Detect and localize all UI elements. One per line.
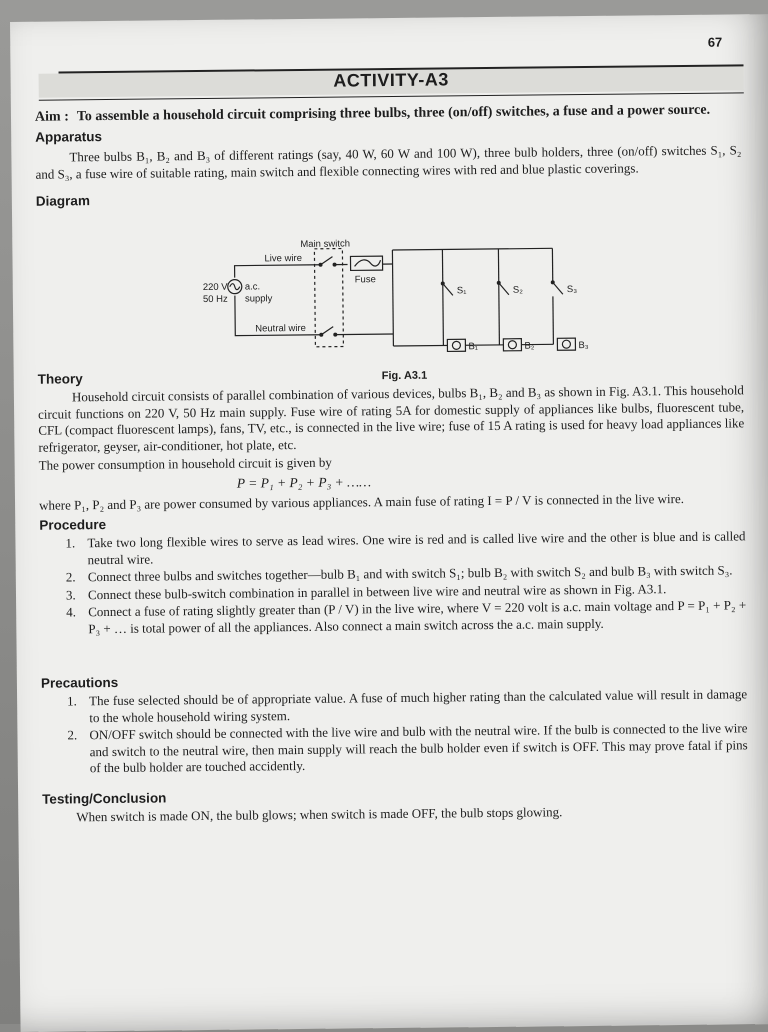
precaution-item xyxy=(61,720,747,777)
voltage-label: 220 V xyxy=(203,282,229,293)
left-bus xyxy=(392,250,393,346)
precautions-heading: Precautions xyxy=(41,675,118,691)
frequency-label: 50 Hz xyxy=(203,294,228,305)
circuit-diagram xyxy=(202,234,594,388)
step-text: Take two long flexible wires to serve as lead wires. One wire is red and is called live wire and the other is blue and is called neutral wire. xyxy=(87,528,745,566)
switch-s2-label: S₂ xyxy=(513,285,523,296)
apparatus-heading: Apparatus xyxy=(35,129,102,145)
switch-s3-blade xyxy=(553,282,563,294)
bulb-b2-label: B₂ xyxy=(524,341,534,352)
aim-label: Aim : xyxy=(35,109,69,124)
diagram-heading: Diagram xyxy=(36,193,90,209)
procedure-step xyxy=(60,597,746,637)
switch-s1-blade xyxy=(443,283,453,295)
fuse-label: Fuse xyxy=(355,274,376,285)
apparatus-text: Three bulbs B₁, B₂ and B₃ of different ratings (say, 40 W, 60 W and 100 W), three bulb holders, three (on/off) switches S₁, S₂ and S₃, a fuse wire of suitable rating, main switch and flexible connecting wires with red and blue plastic coverings. xyxy=(35,142,741,182)
testing-text: When switch is made ON, the bulb glows; when switch is made OFF, the bulb stops glowing. xyxy=(76,802,746,826)
title-band xyxy=(38,58,743,103)
fuse-element xyxy=(355,260,381,267)
precaution-text: ON/OFF switch should be connected with the live wire and bulb with the neutral wire. If the bulb is connected to the live wire and switch to the neutral wire, then main supply will reach the bulb holder even if switch is OFF. This may prove fatal if pins of the bulb holder are touched accidently. xyxy=(89,720,747,775)
step-number: 3. xyxy=(66,587,76,604)
switch-s2-blade xyxy=(499,283,509,295)
activity-title: ACTIVITY-A3 xyxy=(39,66,744,94)
step-text: Connect a fuse of rating slightly greater than (P / V) in the live wire, where V = 220 volt is a.c. main voltage and P = P₁ + P₂ + P₃ + … is total power of all the appliances. Also connect a main switch across the a.c. main supply. xyxy=(88,597,746,635)
page-number: 67 xyxy=(708,35,723,50)
mid-bus-1 xyxy=(442,249,443,345)
step-number: 1. xyxy=(65,535,75,552)
bulb-b1-label: B₁ xyxy=(468,341,478,352)
mid-bus-2 xyxy=(498,249,499,345)
power-intro-text: The power consumption in household circuit is given by xyxy=(39,450,745,474)
precautions-list xyxy=(61,686,748,778)
live-wire-line xyxy=(235,265,321,278)
theory-text: Household circuit consists of parallel combination of various devices, bulbs B₁, B₂ and B₃ as shown in Fig. A3.1. This household circuit functions on 220 V, 50 Hz main supply. Fuse wire of rating 5A for domestic supply of appliances like bulbs, fluorescent tube, CFL (compact fluorescent lamps), fans, TV, etc., is connected in the live wire; fuse of 15 A rating is used for heavy load appliances like refrigerator, geyser, air-conditioner, hot plate, etc. xyxy=(38,382,745,455)
main-switch-live-contact-2 xyxy=(333,263,337,267)
precaution-number: 2. xyxy=(67,727,77,744)
supply-label: supply xyxy=(245,293,273,304)
aim-text: To assemble a household circuit comprising three bulbs, three (on/off) switches, a fuse and a power source. xyxy=(77,103,710,125)
circuit-diagram-svg xyxy=(202,234,594,388)
switch-s3-label: S₃ xyxy=(567,284,577,295)
bulb-b3-label: B₃ xyxy=(578,340,588,351)
precaution-number: 1. xyxy=(67,693,77,710)
step-text: Connect these bulb-switch combination in parallel in between live wire and neutral wire as shown in Fig. A3.1. xyxy=(88,581,667,602)
where-text: where P₁, P₂ and P₃ are power consumed by various appliances. A main fuse of rating I = P / V is connected in the live wire. xyxy=(39,490,745,514)
main-switch-live-blade xyxy=(320,257,332,265)
aim-line xyxy=(35,102,735,125)
step-number: 2. xyxy=(66,569,76,586)
live-wire-label: Live wire xyxy=(264,253,302,264)
procedure-list xyxy=(59,528,746,638)
book-page xyxy=(10,14,768,1032)
testing-heading: Testing/Conclusion xyxy=(42,790,166,806)
main-switch-box xyxy=(314,249,343,347)
neutral-wire-label: Neutral wire xyxy=(255,323,306,335)
precaution-text: The fuse selected should be of appropriate value. A fuse of much higher rating than the calculated value will result in damage to the whole household wiring system. xyxy=(89,686,747,724)
procedure-heading: Procedure xyxy=(39,517,106,533)
step-number: 4. xyxy=(66,604,76,621)
fuse-box xyxy=(350,256,382,270)
neutral-to-bus-wire xyxy=(335,334,393,335)
main-switch-neutral-blade xyxy=(321,327,333,335)
power-formula: P = P₁ + P₂ + P₃ + …… xyxy=(237,474,371,491)
ac-label: a.c. xyxy=(245,281,260,292)
figure-caption: Fig. A3.1 xyxy=(382,370,428,382)
step-text: Connect three bulbs and switches together—bulb B₁ and with switch S₁; bulb B₂ with switch S₂ and bulb B₃ with switch S₃. xyxy=(88,562,733,584)
theory-heading: Theory xyxy=(38,371,83,386)
switch-s1-label: S₁ xyxy=(457,285,467,296)
main-switch-label: Main switch xyxy=(300,238,350,250)
main-switch-neutral-contact-2 xyxy=(333,333,337,337)
right-bus-bottom xyxy=(553,296,554,344)
top-bus xyxy=(392,248,552,250)
